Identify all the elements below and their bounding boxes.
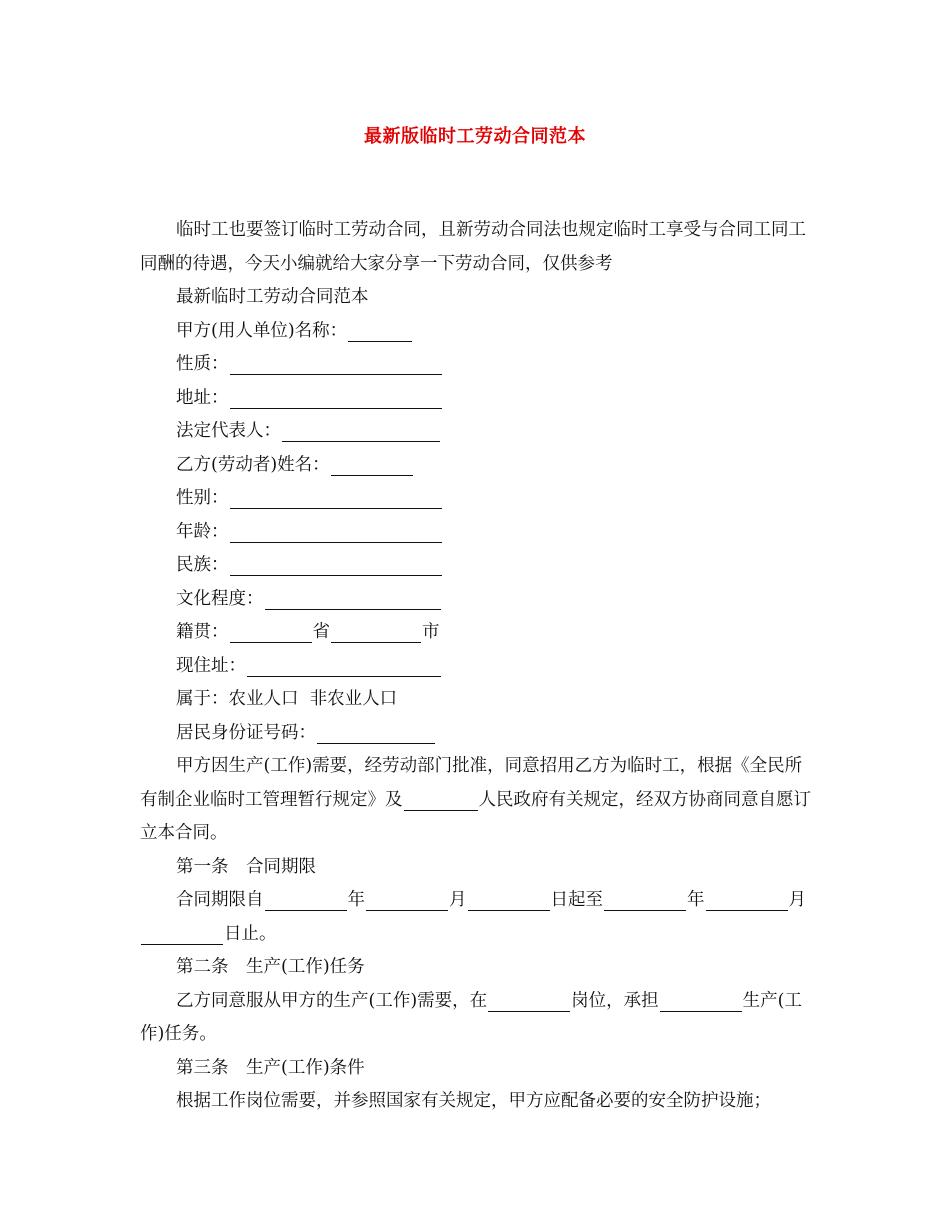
blank-line [230,520,442,543]
field-id-number: 居民身份证号码： [140,717,816,751]
blank-line [331,453,413,476]
subtitle: 最新临时工劳动合同范本 [176,287,369,307]
field-gender: 性别： [140,482,816,516]
article2-text: 乙方同意服从甲方的生产(工作)需要，在 岗位，承担 生产(工作)任务。 [140,990,802,1044]
blank-line [366,888,448,911]
blank-line [468,888,550,911]
blank-line [230,386,442,409]
blank-line [230,486,442,509]
blank-line [265,888,347,911]
article3-heading: 第三条 生产(工作)条件 [176,1057,365,1078]
article2-heading: 第二条 生产(工作)任务 [176,957,365,977]
recital-paragraph: 甲方因生产(工作)需要，经劳动部门批准，同意招用乙方为临时工，根据《全民所有制企业临时工管理暂行规定》及 人民政府有关规定，经双方协商同意自愿订立本合同。 [140,756,811,843]
blank-line [604,888,686,911]
intro-paragraph: 临时工也要签订临时工劳动合同，且新劳动合同法也规定临时工享受与合同工同工同酬的待遇，今天小编就给大家分享一下劳动合同，仅供参考 [140,220,806,274]
blank-line [331,620,421,643]
field-party-b-name: 乙方(劳动者)姓名： [140,449,816,483]
blank-line [404,788,478,811]
blank-line [230,620,312,643]
field-nature: 性质： [140,348,816,382]
blank-line [488,989,570,1012]
blank-line [265,587,441,610]
blank-line [141,922,223,945]
blank-line [660,989,742,1012]
field-education: 文化程度： [140,583,816,617]
article3-text: 根据工作岗位需要，并参照国家有关规定，甲方应配备必要的安全防护设施； [176,1091,771,1111]
field-legal-rep: 法定代表人： [140,415,816,449]
field-belongs-to: 属于：农业人口 非农业人口 [176,689,398,709]
blank-line [317,721,435,744]
document-title: 最新版临时工劳动合同范本 [364,126,586,147]
article1-heading: 第一条 合同期限 [176,856,316,877]
field-ethnicity: 民族： [140,549,816,583]
blank-line [230,352,442,375]
article1-text: 合同期限自 年 月 日起至 年 月日止。 [140,884,816,951]
blank-line [247,654,441,677]
field-current-address: 现住址： [140,650,816,684]
field-native-place: 籍贯： 省 市 [176,622,440,642]
blank-line [230,553,442,576]
blank-line [282,419,440,442]
blank-line [348,319,412,342]
field-address: 地址： [140,382,816,416]
field-party-a-name: 甲方(用人单位)名称： [140,315,816,349]
document-body [140,214,816,1119]
blank-line [706,888,788,911]
field-age: 年龄： [140,516,816,550]
